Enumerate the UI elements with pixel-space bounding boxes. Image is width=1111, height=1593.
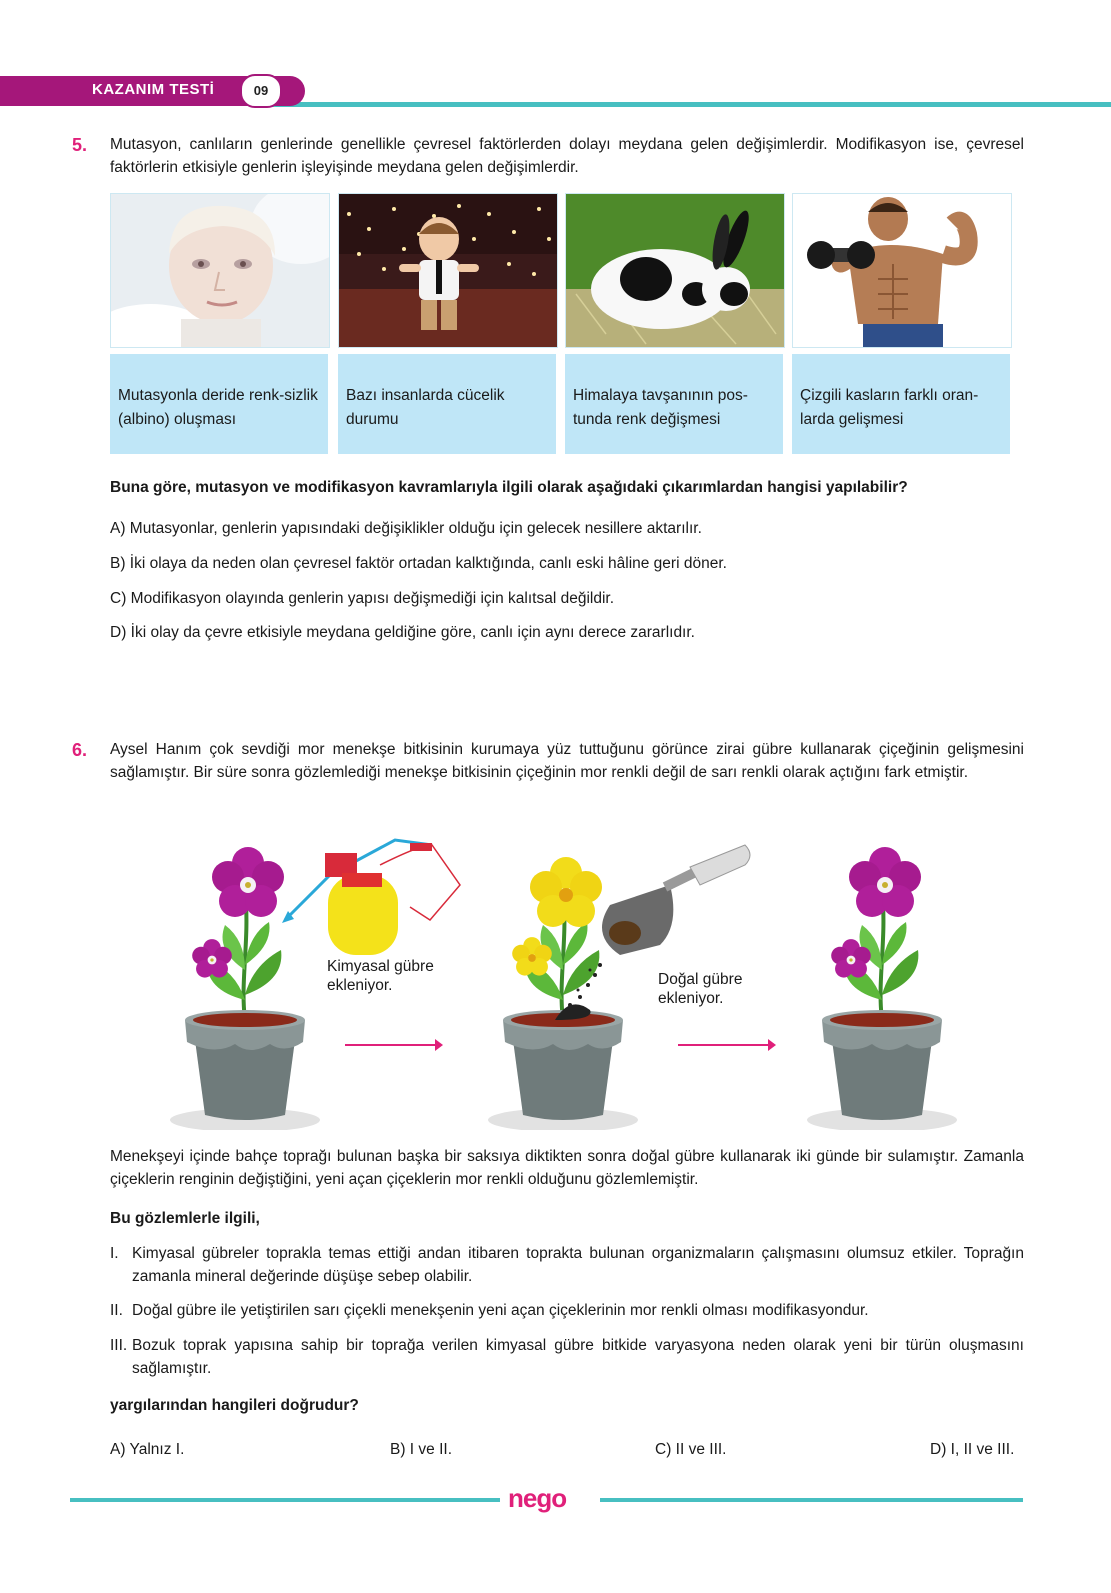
q5-question: Buna göre, mutasyon ve modifikasyon kavramlarıyla ilgili olarak aşağıdaki çıkarımlardan hangisi yapılabilir?: [110, 479, 908, 496]
q5-option-b[interactable]: B) İki olaya da neden olan çevresel faktör ortadan kalktığında, canlı eski hâline geri döner.: [110, 555, 727, 572]
q6-number: 6.: [72, 740, 88, 760]
natural-fertilizer-label-line2: ekleniyor.: [658, 990, 724, 1007]
himalayan-rabbit-photo: [565, 193, 785, 348]
q6-statement-3: [110, 1334, 1024, 1380]
q5-intro: Mutasyon, canlıların genlerinde genellikle çevresel faktörlerden dolayı meydana gelen değişimlerdir. Modifikasyon ise, çevresel faktörlerin etkisiyle genlerin işleyişinde meydana gelen değişimlerdir.: [110, 136, 1024, 176]
statement-3-text: Bozuk toprak yapısına sahip bir toprağa verilen kimyasal gübre bitkide varyasyona neden olarak yeni bir türün oluşmasını sağlamıştır.: [132, 1337, 1024, 1377]
caption-muscle-development: Çizgili kasların farklı oran-larda gelişmesi: [792, 354, 1010, 454]
q6-option-b[interactable]: B) I ve II.: [390, 1441, 453, 1458]
q5-option-a[interactable]: A) Mutasyonlar, genlerin yapısındaki değişiklikler olduğu için gelecek nesillere aktarılır.: [110, 520, 702, 537]
statement-1-number: I.: [110, 1245, 119, 1262]
header-title: KAZANIM TESTİ: [92, 81, 215, 98]
header-rule: [250, 102, 1111, 107]
q5-option-d[interactable]: D) İki olay da çevre etkisiyle meydana geldiğine göre, canlı için aynı derece zararlıdır.: [110, 624, 695, 641]
violet-fertilizer-illustration: [170, 825, 960, 1130]
q6-statement-1: [110, 1242, 1024, 1288]
toddler-photo: [338, 193, 558, 348]
chemical-fertilizer-label-line1: Kimyasal gübre: [327, 958, 434, 975]
q6-option-c[interactable]: C) II ve III.: [655, 1441, 727, 1458]
statement-3-number: III.: [110, 1337, 128, 1354]
q6-option-d[interactable]: D) I, II ve III.: [930, 1441, 1015, 1458]
muscular-man-photo: [792, 193, 1012, 348]
q6-statement-2: [110, 1299, 1024, 1322]
footer-rule-left: [70, 1498, 500, 1502]
q6-intro: Aysel Hanım çok sevdiği mor menekşe bitkisinin kurumaya yüz tuttuğunu görünce zirai gübre kullanarak çiçeğinin gelişmesini sağlamıştır. Bir süre sonra gözlemlediği menekşe bitkisinin çiçeğinin mor renkli değil de sarı renkli olarak açtığını fark etmiştir.: [110, 741, 1024, 781]
natural-fertilizer-label: [658, 970, 742, 1008]
q5-number: 5.: [72, 135, 88, 155]
natural-fertilizer-label-line1: Doğal gübre: [658, 971, 743, 988]
caption-albino: Mutasyonla deride renk-sizlik (albino) oluşması: [110, 354, 328, 454]
header-test-number: 09: [240, 74, 282, 108]
statement-2-number: II.: [110, 1302, 123, 1319]
caption-dwarfism: Bazı insanlarda cücelik durumu: [338, 354, 556, 454]
nego-logo: nego: [508, 1483, 567, 1513]
albino-child-photo: [110, 193, 330, 348]
q6-question: yargılarından hangileri doğrudur?: [110, 1397, 359, 1414]
statement-2-text: Doğal gübre ile yetiştirilen sarı çiçekli menekşenin yeni açan çiçeklerinin mor renkli olması modifikasyondur.: [132, 1302, 869, 1319]
q6-option-a[interactable]: A) Yalnız I.: [110, 1441, 185, 1458]
chemical-fertilizer-label: [327, 957, 434, 995]
q5-option-c[interactable]: C) Modifikasyon olayında genlerin yapısı değişmediği için kalıtsal değildir.: [110, 590, 615, 607]
q6-paragraph: Menekşeyi içinde bahçe toprağı bulunan başka bir saksıya diktikten sonra doğal gübre kullanarak iki günde bir sulamıştır. Zamanla çiçeklerin renginin değiştiğini, yeni açan çiçeklerin mor renkli olduğunu gözlemlemiştir.: [110, 1148, 1024, 1188]
chemical-fertilizer-label-line2: ekleniyor.: [327, 977, 393, 994]
caption-himalayan-rabbit: Himalaya tavşanının pos-tunda renk değişmesi: [565, 354, 783, 454]
footer-rule-right: [600, 1498, 1023, 1502]
statement-1-text: Kimyasal gübreler toprakla temas ettiği andan itibaren toprakta bulunan organizmaların çalışmasını olumsuz etkiler. Toprağın zamanla mineral değerinde düşüşe sebep olabilir.: [132, 1245, 1024, 1285]
q6-lead: Bu gözlemlerle ilgili,: [110, 1210, 260, 1227]
